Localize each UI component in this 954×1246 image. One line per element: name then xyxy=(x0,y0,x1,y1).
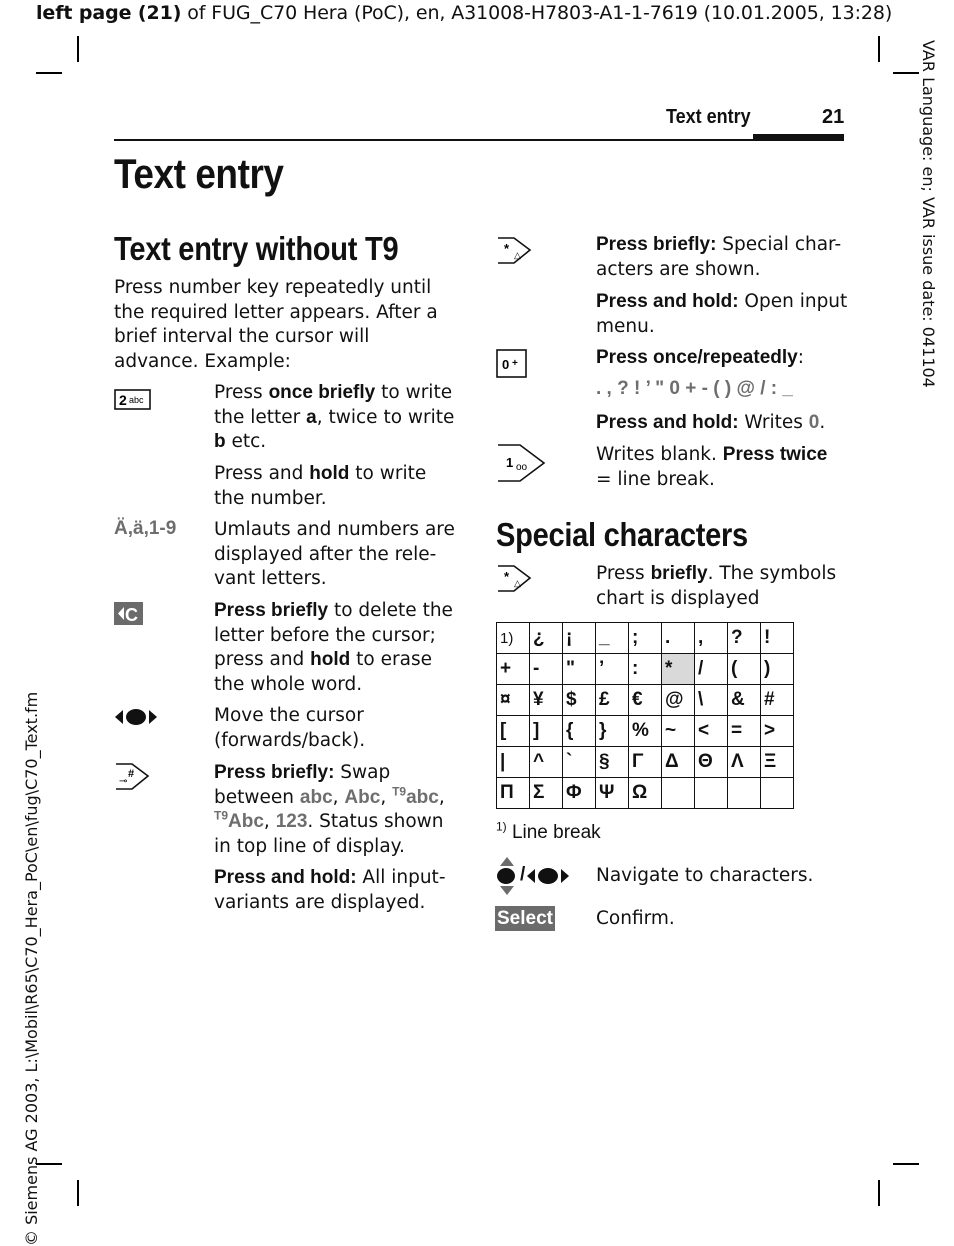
navigation-up-down-icon xyxy=(495,856,519,896)
side-note-right: VAR Language: en; VAR issue date: 041104 xyxy=(919,40,938,388)
crop-mark xyxy=(893,72,919,74)
symbol-cell: Ω xyxy=(629,778,662,809)
star-key-icon xyxy=(496,236,532,266)
t9-superscript: T9 xyxy=(214,808,229,823)
text: to write the letter xyxy=(214,382,453,428)
symbol-cell: / xyxy=(695,654,728,685)
svg-text:△: △ xyxy=(514,578,521,588)
clear-key-icon xyxy=(114,602,144,626)
emphasis: Press briefly: xyxy=(596,234,717,255)
symbol-row xyxy=(497,623,794,654)
svg-text:*: * xyxy=(504,241,510,256)
symbol-row xyxy=(497,654,794,685)
svg-text:2: 2 xyxy=(119,392,127,408)
footnote-mark: 1) xyxy=(496,819,507,834)
page-number: 21 xyxy=(822,106,845,128)
zero-hold-description xyxy=(596,411,848,436)
mode-t9-Abc: Abc xyxy=(228,811,264,832)
symbol-cell: Φ xyxy=(563,778,596,809)
symbol-cell: # xyxy=(761,685,794,716)
key2-description xyxy=(214,381,462,455)
symbol-cell: Δ xyxy=(662,747,695,778)
running-header-title: Text entry xyxy=(666,106,751,128)
symbol-cell: " xyxy=(563,654,596,685)
symbol-cell: Σ xyxy=(530,778,563,809)
symbol-row xyxy=(497,716,794,747)
symbol-cell: ¥ xyxy=(530,685,563,716)
symbol-row xyxy=(497,685,794,716)
emphasis: Press and hold: xyxy=(596,291,739,312)
symbol-cell: . xyxy=(662,623,695,654)
crop-mark xyxy=(77,1180,79,1206)
svg-text:oo: oo xyxy=(516,462,528,473)
key-2abc-icon xyxy=(114,389,152,411)
symbol-cell: Ξ xyxy=(761,747,794,778)
symbol-cell: ¡ xyxy=(563,623,596,654)
symbol-cell xyxy=(662,778,695,809)
header-rule-tab xyxy=(753,134,844,140)
symbol-cell: } xyxy=(596,716,629,747)
zero-key-icon xyxy=(496,349,528,379)
emphasis: once briefly xyxy=(268,382,376,403)
symbol-cell: § xyxy=(596,747,629,778)
side-note-left: © Siemens AG 2003, L:\Mobil\R65\C70_Hera_PoC\en\fug\C70_Text.fm xyxy=(22,691,41,1246)
symbol-cell: Γ xyxy=(629,747,662,778)
emphasis: hold xyxy=(309,463,350,484)
separator: , xyxy=(332,786,345,808)
footnote-text: Line break xyxy=(506,822,601,843)
svg-text:1: 1 xyxy=(506,455,514,470)
crop-mark xyxy=(36,72,62,74)
symbol-cell xyxy=(695,778,728,809)
separator: , xyxy=(438,786,445,808)
zero-symbol-list: . , ? ! ’ " 0 + - ( ) @ / : _ xyxy=(596,378,793,399)
svg-text:abc: abc xyxy=(129,395,144,405)
key2-hold-description xyxy=(214,462,462,511)
text: Swap between xyxy=(214,762,391,808)
select-softkey[interactable]: Select xyxy=(495,906,555,931)
separator: , xyxy=(263,811,276,832)
symbol-cell xyxy=(728,778,761,809)
hash-key-icon xyxy=(114,762,150,792)
crop-mark xyxy=(77,36,79,62)
t9-superscript: T9 xyxy=(392,784,407,799)
svg-text:0: 0 xyxy=(502,357,510,372)
emphasis: Press once/repeatedly xyxy=(596,347,798,368)
emphasis: Press briefly: xyxy=(214,762,335,783)
symbol-cell: ] xyxy=(530,716,563,747)
text: Open input menu. xyxy=(596,291,848,337)
section-heading-no-t9: Text entry without T9 xyxy=(114,230,399,267)
crop-mark xyxy=(878,1180,880,1206)
zero-description xyxy=(596,346,848,371)
symbol-cell: [ xyxy=(497,716,530,747)
symbol-row xyxy=(497,778,794,809)
print-slug-bold: left page (21) xyxy=(36,2,182,24)
symbol-row xyxy=(497,747,794,778)
star-key-icon xyxy=(496,564,532,594)
emphasis: briefly xyxy=(650,563,708,584)
umlaut-label: Ä,ä,1-9 xyxy=(114,518,177,539)
digit-zero: 0 xyxy=(808,412,820,433)
symbol-cell: ; xyxy=(629,623,662,654)
hash-hold-description xyxy=(214,866,462,915)
section-heading-special-characters: Special characters xyxy=(496,516,748,553)
text: Writes blank. xyxy=(596,444,723,465)
text: . xyxy=(819,412,826,433)
text: : xyxy=(797,347,804,368)
crop-mark xyxy=(893,1163,919,1165)
svg-text:⊸: ⊸ xyxy=(119,776,128,787)
symbol-cell: ~ xyxy=(662,716,695,747)
symbol-cell: & xyxy=(728,685,761,716)
crop-mark xyxy=(878,36,880,62)
nav-description: Navigate to characters. xyxy=(596,865,814,886)
symbol-cell: % xyxy=(629,716,662,747)
symbol-cell: € xyxy=(629,685,662,716)
emphasis: hold xyxy=(310,649,351,670)
svg-text:+: + xyxy=(512,358,518,369)
text: Press xyxy=(214,382,269,403)
symbol-cell: ( xyxy=(728,654,761,685)
mode-123: 123 xyxy=(275,811,308,832)
hash-description xyxy=(214,761,462,859)
emphasis: Press and hold: xyxy=(214,867,357,888)
text: Press and xyxy=(214,463,310,484)
emphasis: Press twice xyxy=(722,444,828,465)
symbol-cell: \ xyxy=(695,685,728,716)
symbol-cell: | xyxy=(497,747,530,778)
symbol-cell: ) xyxy=(761,654,794,685)
text: , twice to write xyxy=(316,406,455,428)
symbol-cell: Ψ xyxy=(596,778,629,809)
text: Special char-acters are shown. xyxy=(596,234,842,280)
select-description: Confirm. xyxy=(596,908,675,929)
text: . Status shown in top line of display. xyxy=(214,811,444,857)
intro-paragraph: Press number key repeatedly until the required letter appears. After a brief interval the cursor will advance. Example: xyxy=(114,277,438,372)
emphasis: Press and hold: xyxy=(596,412,739,433)
symbol-cell: $ xyxy=(563,685,596,716)
symbol-cell: Π xyxy=(497,778,530,809)
text: = line break. xyxy=(596,468,715,490)
special-star-description xyxy=(596,562,848,611)
symbol-cell: 1) xyxy=(497,623,530,654)
footnote xyxy=(496,819,601,844)
symbol-cell: { xyxy=(563,716,596,747)
header-rule xyxy=(114,139,844,141)
text: to write the number. xyxy=(214,463,427,509)
symbol-cell: , xyxy=(695,623,728,654)
symbol-cell: Λ xyxy=(728,747,761,778)
emphasis: Press briefly xyxy=(214,600,329,621)
separator: , xyxy=(380,786,393,808)
navigation-left-right-icon xyxy=(526,866,570,886)
nav-separator: / xyxy=(520,864,526,885)
svg-text:*: * xyxy=(504,569,510,584)
page-title: Text entry xyxy=(114,150,284,197)
print-slug xyxy=(36,2,892,24)
symbol-cell: Θ xyxy=(695,747,728,778)
special-characters-table xyxy=(496,622,794,809)
text: . The symbols chart is displayed xyxy=(596,563,837,609)
symbol-cell: @ xyxy=(662,685,695,716)
symbol-cell: ¿ xyxy=(530,623,563,654)
symbol-cell: * xyxy=(662,654,695,685)
mode-t9-abc: abc xyxy=(406,786,439,808)
symbol-cell: _ xyxy=(596,623,629,654)
clear-description xyxy=(214,599,462,697)
symbol-cell: ¤ xyxy=(497,685,530,716)
symbol-cell: - xyxy=(530,654,563,685)
one-description xyxy=(596,443,848,492)
svg-text:C: C xyxy=(125,605,138,625)
symbol-cell: > xyxy=(761,716,794,747)
svg-text:△: △ xyxy=(514,250,521,260)
text: All input-variants are displayed. xyxy=(214,867,446,913)
star-hold-description xyxy=(596,290,848,339)
text: to delete the letter before the cursor; press and xyxy=(214,600,453,670)
text: etc. xyxy=(225,431,267,452)
navigation-left-right-icon xyxy=(114,707,158,727)
mode-abc: abc xyxy=(299,786,333,808)
text: to erase the whole word. xyxy=(214,649,432,695)
one-key-icon xyxy=(496,443,546,483)
symbol-cell: : xyxy=(629,654,662,685)
symbol-cell: ? xyxy=(728,623,761,654)
symbol-cell: ! xyxy=(761,623,794,654)
symbol-cell: ’ xyxy=(596,654,629,685)
cursor-description: Move the cursor (forwards/back). xyxy=(214,705,366,751)
symbol-cell: < xyxy=(695,716,728,747)
symbol-cell xyxy=(761,778,794,809)
symbol-cell: ^ xyxy=(530,747,563,778)
svg-text:#: # xyxy=(128,768,135,780)
symbol-cell: + xyxy=(497,654,530,685)
symbol-cell: = xyxy=(728,716,761,747)
symbol-cell: ` xyxy=(563,747,596,778)
mode-Abc: Abc xyxy=(344,786,381,808)
text: Press xyxy=(596,563,651,584)
text: Writes xyxy=(738,412,809,433)
emphasis: a xyxy=(306,406,317,428)
symbol-cell: £ xyxy=(596,685,629,716)
emphasis: b xyxy=(214,431,226,452)
print-slug-rest: of FUG_C70 Hera (PoC), en, A31008-H7803-A1-1-7619 (10.01.2005, 13:28) xyxy=(181,2,893,24)
umlaut-description: Umlauts and numbers are displayed after the rele-vant letters. xyxy=(214,519,455,589)
star-description xyxy=(596,233,848,282)
